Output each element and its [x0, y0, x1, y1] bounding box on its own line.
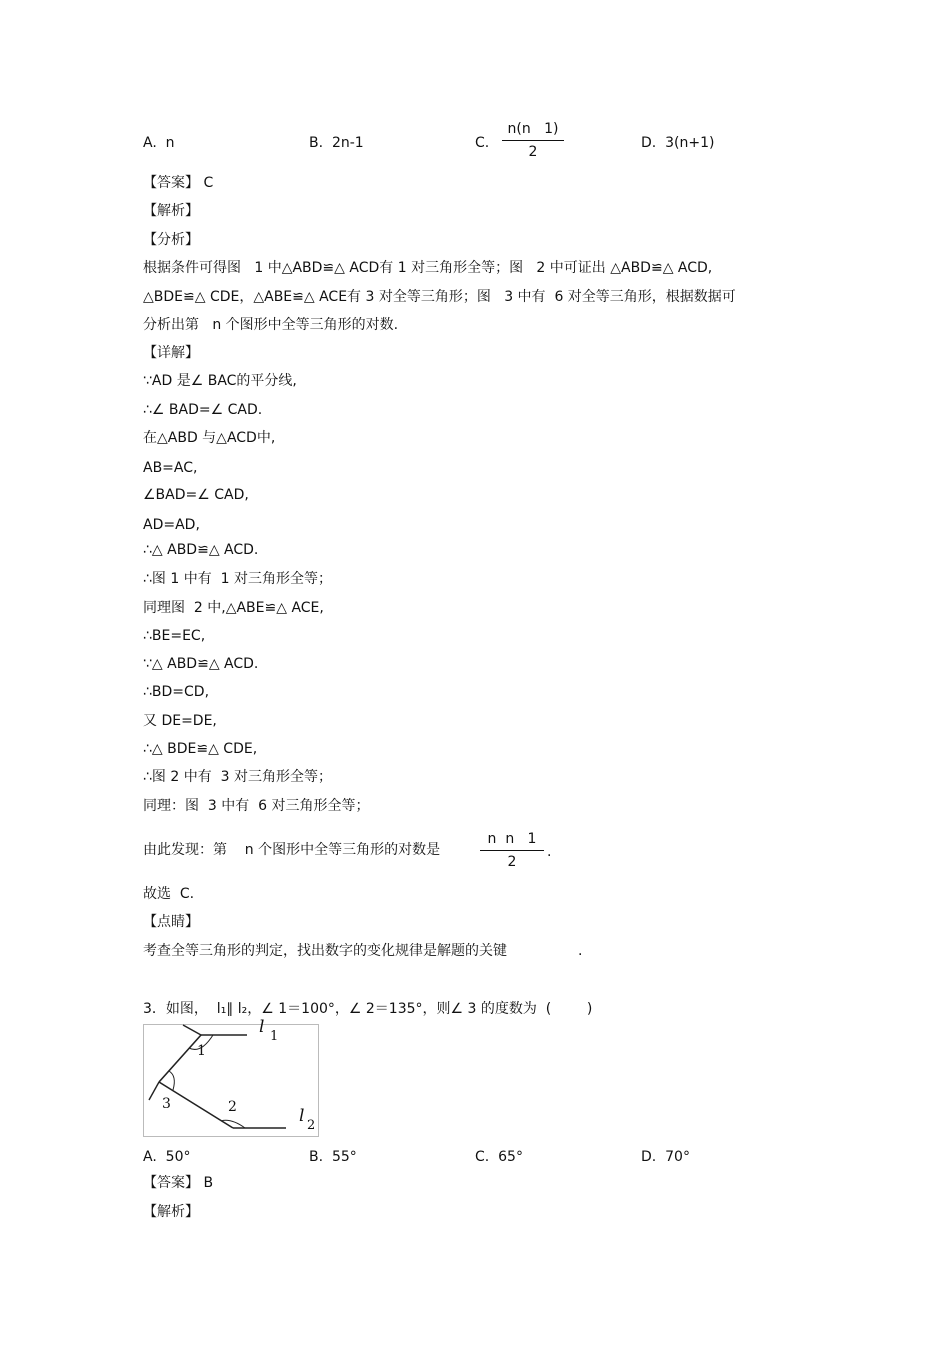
detail-heading: 【详解】 — [143, 345, 199, 361]
q3-option-b: B. 55° — [309, 1149, 357, 1165]
detail-line: ∵△ ABD≌△ ACD. — [143, 656, 259, 672]
answer-label: 【答案】 C — [143, 175, 214, 191]
q3-figure — [143, 1017, 319, 1137]
figure-label-l2-sub: 2 — [307, 1118, 316, 1133]
fraction-numerator: n n 1 — [487, 831, 537, 847]
discover-text: 由此发现：第 n 个图形中全等三角形的对数是 — [143, 842, 441, 858]
figure-label-l1: l — [259, 1017, 265, 1037]
q2-option-c-fraction — [502, 120, 564, 161]
fenxi-heading: 【分析】 — [143, 232, 199, 248]
q2-option-a: A. n — [143, 135, 175, 151]
figure-label-l1-sub: 1 — [270, 1029, 279, 1044]
detail-line: AB=AC, — [143, 460, 198, 476]
fraction-denominator: 2 — [528, 144, 538, 160]
detail-line: AD=AD, — [143, 517, 200, 533]
q2-option-d: D. 3(n+1) — [641, 135, 715, 151]
detail-line: ∴图 2 中有 3 对三角形全等； — [143, 769, 332, 785]
detail-line: 同理图 2 中,△ABE≌△ ACE, — [143, 600, 324, 616]
figure-label-l2: l — [299, 1106, 305, 1126]
q3-option-c: C. 65° — [475, 1149, 523, 1165]
figure-label-angle1: 1 — [197, 1043, 206, 1059]
dianjing-heading: 【点睛】 — [143, 914, 199, 930]
detail-line: 又 DE=DE, — [143, 713, 217, 729]
figure-label-angle3: 3 — [162, 1096, 171, 1112]
detail-line: ∴△ ABD≌△ ACD. — [143, 542, 259, 558]
q3-answer: 【答案】 B — [143, 1175, 214, 1191]
q3-option-d: D. 70° — [641, 1149, 690, 1165]
figure-label-angle2: 2 — [228, 1099, 237, 1115]
analysis-heading: 【解析】 — [143, 203, 199, 219]
discover-fraction — [480, 830, 544, 871]
fenxi-line: 分析出第 n 个图形中全等三角形的对数. — [143, 317, 399, 333]
detail-line: ∴△ BDE≌△ CDE, — [143, 741, 258, 757]
fenxi-line: 根据条件可得图 1 中△ABD≌△ ACD有 1 对三角形全等；图 2 中可证出 △ABD≌△ ACD, — [143, 260, 713, 276]
discover-period: . — [547, 844, 552, 860]
detail-line: ∴∠ BAD=∠ CAD. — [143, 402, 263, 418]
detail-line: ∠BAD=∠ CAD, — [143, 487, 249, 503]
q3-analysis-heading: 【解析】 — [143, 1204, 199, 1220]
fenxi-line: △BDE≌△ CDE，△ABE≌△ ACE有 3 对全等三角形；图 3 中有 6 对全等三角形，根据数据可 — [143, 289, 736, 305]
fraction-denominator: 2 — [507, 854, 517, 870]
detail-line: 同理：图 3 中有 6 对三角形全等； — [143, 798, 370, 814]
detail-line: ∵AD 是∠ BAC的平分线, — [143, 373, 297, 389]
detail-line: 在△ABD 与△ACD中, — [143, 430, 276, 446]
q2-option-b: B. 2n-1 — [309, 135, 364, 151]
q2-option-c-label: C. — [475, 135, 490, 151]
choice-text: 故选 C. — [143, 886, 195, 902]
detail-line: ∴BE=EC, — [143, 628, 206, 644]
q3-option-a: A. 50° — [143, 1149, 191, 1165]
dianjing-text: 考查全等三角形的判定，找出数字的变化规律是解题的关键 — [143, 943, 507, 959]
fraction-bar — [480, 850, 544, 851]
detail-line: ∴图 1 中有 1 对三角形全等； — [143, 571, 332, 587]
dianjing-period: . — [578, 943, 583, 959]
detail-line: ∴BD=CD, — [143, 684, 210, 700]
fraction-bar — [502, 140, 564, 141]
q3-stem: 3．如图， l₁∥ l₂，∠ 1＝100°，∠ 2＝135°，则∠ 3 的度数为 ( ) — [143, 1001, 593, 1017]
fraction-numerator: n(n 1) — [507, 121, 559, 137]
